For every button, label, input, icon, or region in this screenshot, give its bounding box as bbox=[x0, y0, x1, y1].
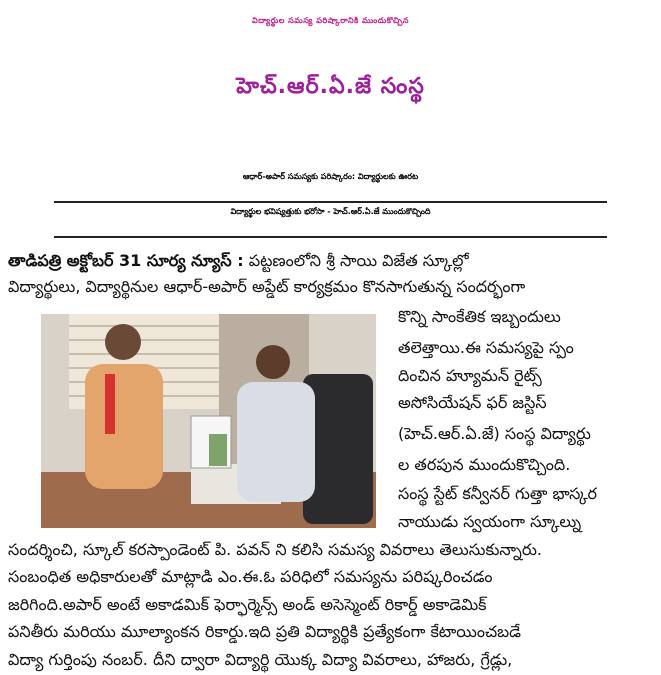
body-line: సందర్శించి, స్కూల్ కరస్పాండెంట్ పి. పవన్ ని కలిసి సమస్య వివరాలు తెలుసుకున్నారు. bbox=[8, 540, 542, 559]
body-line bbox=[8, 251, 469, 271]
body-line: విద్యార్థులు, విద్యార్థినుల ఆధార్-అపార్ అప్డేట్ కార్యక్రమం కొనసాగుతున్న సందర్భంగా bbox=[8, 277, 526, 296]
body-line: జరిగింది.అపార్ అంటే అకాడమిక్ ఫెర్ఫార్మెన్స్ అండ్ అసెస్మెంట్ రికార్డ్ అకాడెమిక్ bbox=[8, 595, 487, 614]
subheadline-2: విద్యార్థుల భవిష్యత్తుకు భరోసా - హెచ్.ఆర్.ఏ.జే ముందుకొచ్చింది bbox=[230, 207, 431, 216]
main-headline: హెచ్.ఆర్.ఏ.జే సంస్థ bbox=[236, 74, 425, 99]
divider-rule bbox=[54, 236, 607, 238]
body-line: తలెత్తాయి.ఈ సమస్యపై స్పం bbox=[398, 338, 574, 357]
dateline: తాడిపత్రి అక్టోబర్ 31 సూర్య న్యూస్ : bbox=[8, 251, 244, 270]
body-text: పట్టణంలోని శ్రీ సాయి విజేత స్కూల్లో bbox=[248, 251, 469, 270]
body-line: ల తరపున ముందుకొచ్చింది. bbox=[398, 455, 571, 474]
news-photo bbox=[41, 314, 376, 528]
body-line: (హెచ్.ఆర్.ఏ.జే) సంస్థ విద్యార్థు bbox=[398, 424, 591, 443]
body-line: సంబంధిత అధికారులతో మాట్లాడి ఎం.ఈ.ఓ పరిధిలో సమస్యను పరిష్కరించడం bbox=[8, 567, 493, 586]
divider-rule bbox=[54, 201, 607, 203]
subheadline-1: ఆధార్-అపార్ సమస్యకు పరిష్కారం: విద్యార్థులకు ఊరట bbox=[242, 172, 419, 181]
body-line: కొన్ని సాంకేతిక ఇబ్బందులు bbox=[398, 307, 561, 326]
body-line: విద్యా గుర్తింపు నంబర్. దీని ద్వారా విద్యార్థి యొక్క విద్యా వివరాలు, హాజరు, గ్రేడ్లు, bbox=[8, 650, 513, 669]
kicker-headline: విద్యార్థుల సమస్య పరిష్కారానికి ముందుకొచ్చిన bbox=[252, 16, 409, 25]
photo-illustration bbox=[41, 314, 376, 528]
body-line: దించిన హ్యూమన్ రైట్స్ bbox=[398, 366, 542, 385]
body-line: సంస్థ స్టేట్ కన్వీనర్ గుత్తా భాస్కర bbox=[398, 484, 597, 503]
body-line: పనితీరు మరియు మూల్యాంకన రికార్డు.ఇది ప్రతి విద్యార్థికి ప్రత్యేకంగా కేటాయించబడే bbox=[8, 622, 521, 641]
body-line: అసోసియేషన్ ఫర్ జస్టిస్ bbox=[398, 393, 547, 412]
body-line: నాయుడు స్వయంగా స్కూల్ను bbox=[398, 512, 582, 531]
